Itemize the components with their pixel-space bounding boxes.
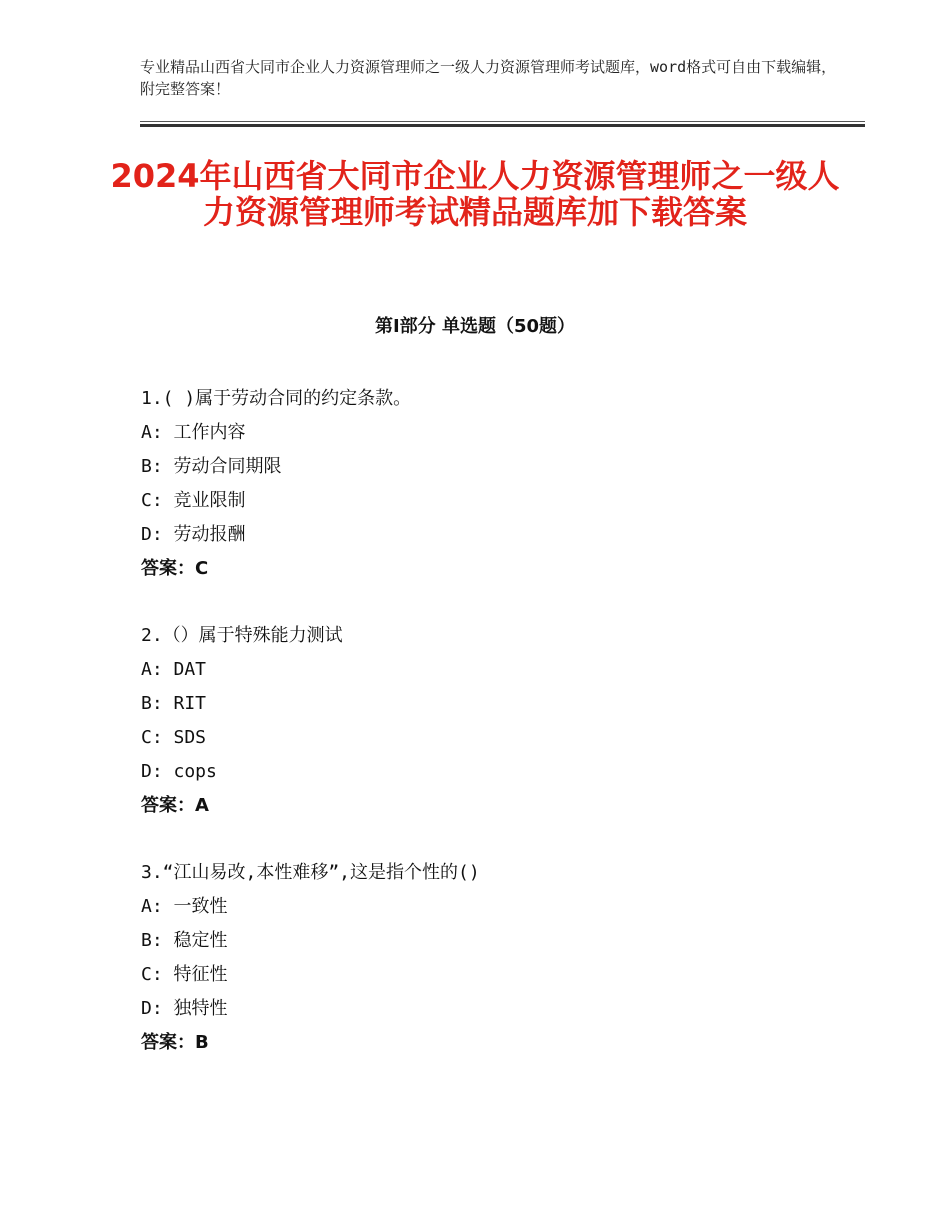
option-d: D: cops (141, 761, 217, 782)
option-a: A: 一致性 (141, 896, 228, 917)
question-3 (141, 856, 861, 1060)
option-c: C: 竞业限制 (141, 490, 246, 511)
question-stem: 3.“江山易改,本性难移”,这是指个性的() (141, 862, 480, 883)
option-a: A: 工作内容 (141, 422, 246, 443)
option-b: B: 稳定性 (141, 930, 228, 951)
option-b: B: RIT (141, 693, 207, 714)
document-title: 2024年山西省大同市企业人力资源管理师之一级人力资源管理师考试精品题库加下载答案 (110, 157, 840, 231)
question-2 (141, 619, 861, 823)
header-rule-thick (140, 124, 865, 127)
option-d: D: 独特性 (141, 998, 228, 1019)
question-stem: 1.( )属于劳动合同的约定条款。 (141, 388, 412, 409)
option-c: C: SDS (141, 727, 207, 748)
option-d: D: 劳动报酬 (141, 524, 246, 545)
question-stem: 2.（）属于特殊能力测试 (141, 625, 343, 646)
section-title: 第Ⅰ部分 单选题（50题） (374, 316, 575, 337)
answer: 答案：A (141, 795, 209, 816)
option-a: A: DAT (141, 659, 207, 680)
option-b: B: 劳动合同期限 (141, 456, 282, 477)
header-note: 专业精品山西省大同市企业人力资源管理师之一级人力资源管理师考试题库，word格式可自由下载编辑，附完整答案！ (140, 58, 837, 98)
answer: 答案：C (141, 558, 209, 579)
question-list (141, 382, 861, 1093)
answer: 答案：B (141, 1032, 209, 1053)
option-c: C: 特征性 (141, 964, 228, 985)
question-1 (141, 382, 861, 586)
header-rule-thin (140, 121, 865, 122)
